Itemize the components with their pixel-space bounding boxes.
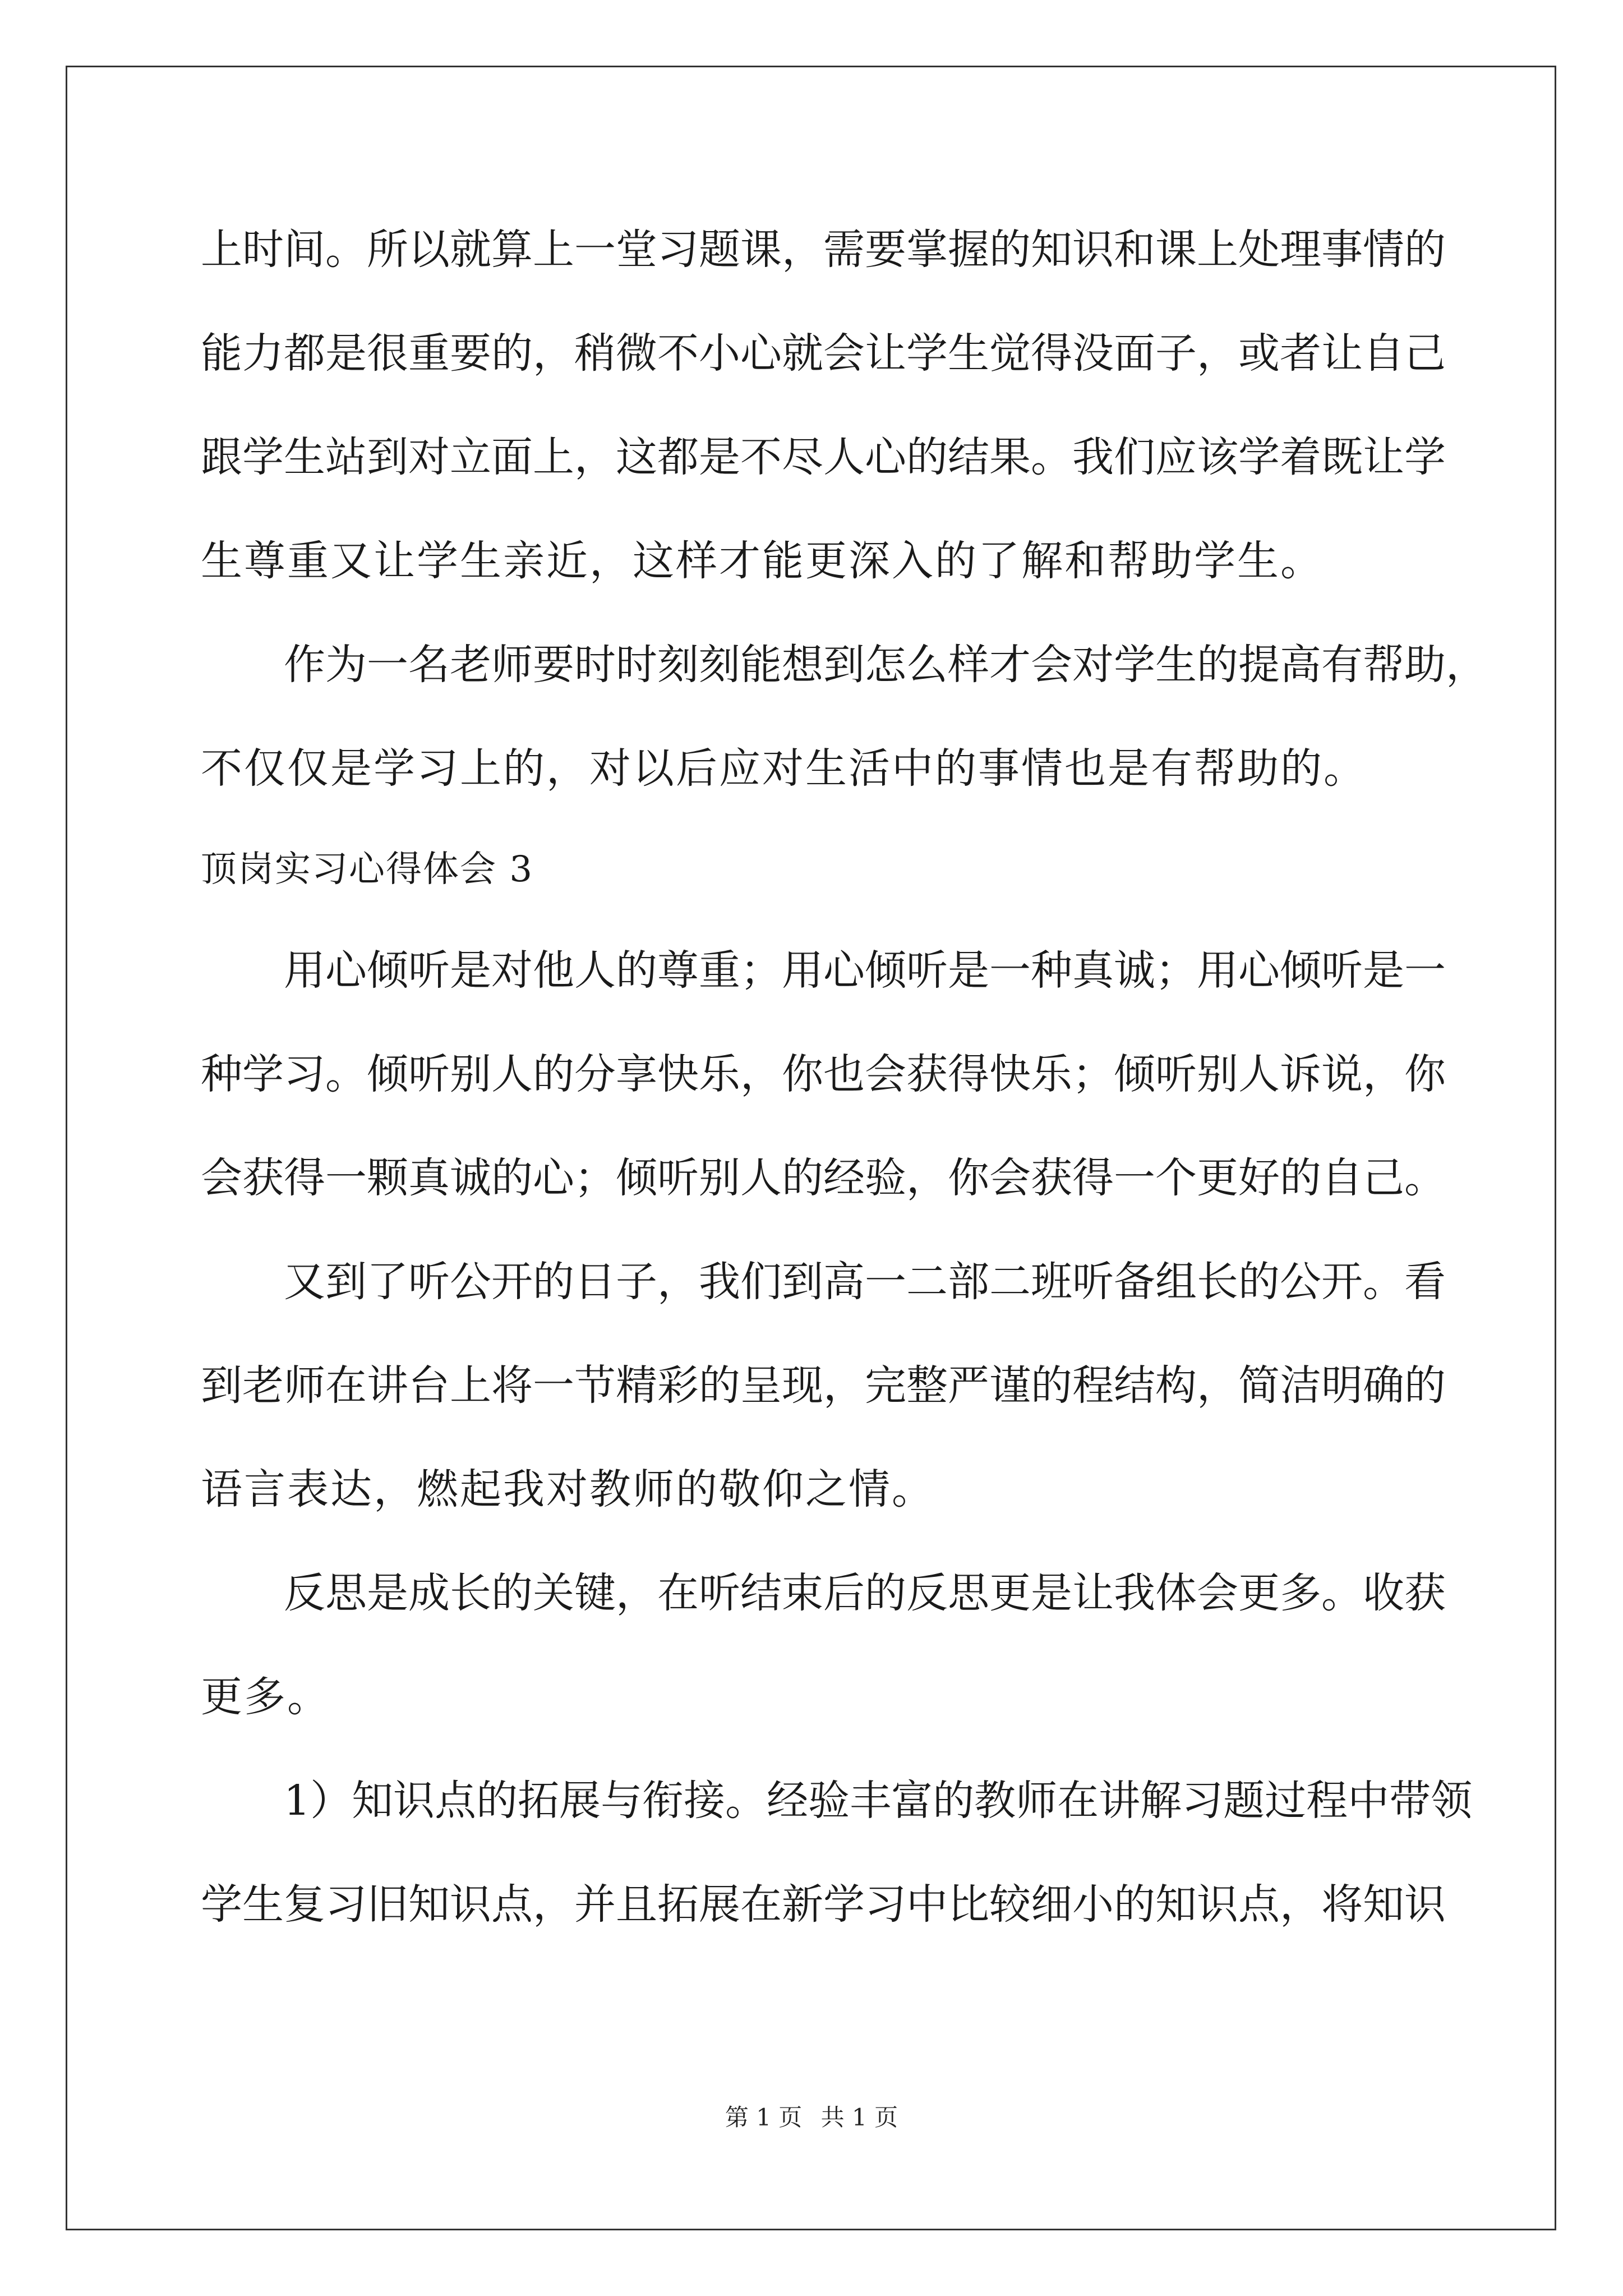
- paragraph-line: 更多。: [201, 1673, 330, 1721]
- paragraph-line: 生尊重又让学生亲近，这样才能更深入的了解和帮助学生。: [201, 537, 1324, 585]
- paragraph-line: 到老师在讲台上将一节精彩的呈现，完整严谨的程结构，简洁明确的: [201, 1361, 1446, 1410]
- paragraph-line: 会获得一颗真诚的心；倾听别人的经验，你会获得一个更好的自己。: [201, 1154, 1446, 1202]
- paragraph-line: 种学习。倾听别人的分享快乐，你也会获得快乐；倾听别人诉说，你: [201, 1050, 1446, 1098]
- paragraph-line: 能力都是很重要的，稍微不小心就会让学生觉得没面子，或者让自己: [201, 329, 1446, 378]
- paragraph-line: 上时间。所以就算上一堂习题课，需要掌握的知识和课上处理事情的: [201, 226, 1446, 274]
- paragraph-line: 语言表达，燃起我对教师的敬仰之情。: [201, 1465, 935, 1513]
- page-number-current: 第 1 页: [725, 2104, 803, 2131]
- paragraph-line: 反思是成长的关键，在听结束后的反思更是让我体会更多。收获: [284, 1569, 1446, 1617]
- paragraph-line: 作为一名老师要时时刻刻能想到怎么样才会对学生的提高有帮助，: [284, 641, 1487, 689]
- paragraph-line: 学生复习旧知识点，并且拓展在新学习中比较细小的知识点，将知识: [201, 1880, 1446, 1929]
- page-footer: [0, 2101, 1623, 2134]
- paragraph-line: 跟学生站到对立面上，这都是不尽人心的结果。我们应该学着既让学: [201, 433, 1446, 481]
- paragraph-line: 用心倾听是对他人的尊重；用心倾听是一种真诚；用心倾听是一: [284, 946, 1446, 995]
- paragraph-line: 不仅仅是学习上的，对以后应对生活中的事情也是有帮助的。: [201, 744, 1367, 793]
- page-number-total: 共 1 页: [820, 2104, 898, 2131]
- section-heading: 顶岗实习心得体会 3: [201, 849, 534, 890]
- paragraph-line: 又到了听公开的日子，我们到高一二部二班听备组长的公开。看: [284, 1258, 1446, 1306]
- paragraph-line: 1）知识点的拓展与衔接。经验丰富的教师在讲解习题过程中带领: [284, 1777, 1473, 1825]
